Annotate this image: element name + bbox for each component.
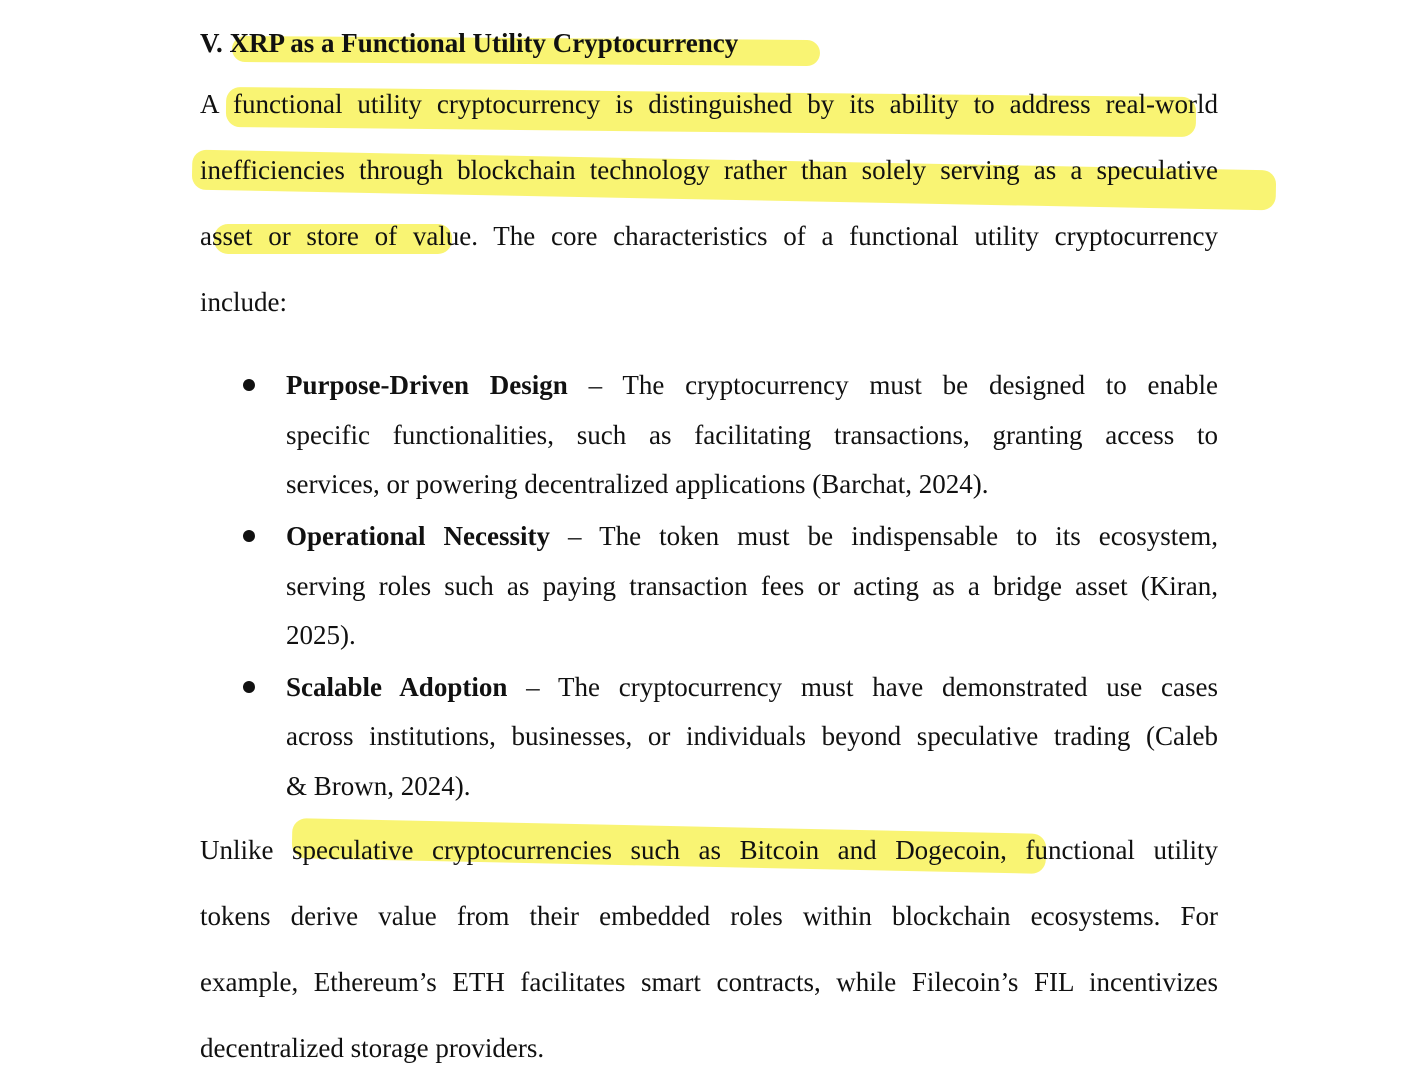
bullet-line: serving roles such as paying transaction fees or acting as a bridge asset (Kiran, xyxy=(286,571,1218,601)
bullet-text: – The token must be indispensable to its ecosystem, xyxy=(550,521,1219,551)
intro-line: A functional utility cryptocurrency is distinguished by its ability to address real-world xyxy=(200,89,1218,119)
bullet-line: specific functionalities, such as facilitating transactions, granting access to xyxy=(286,420,1218,450)
bullet-line xyxy=(286,367,1218,403)
intro-line: inefficiencies through blockchain technology rather than solely serving as a speculative xyxy=(200,155,1218,185)
bullet-icon xyxy=(243,379,255,391)
bullet-term: Operational Necessity xyxy=(286,521,550,551)
closing-line: Unlike speculative cryptocurrencies such as Bitcoin and Dogecoin, functional utility xyxy=(200,835,1218,865)
intro-line: asset or store of value. The core characteristics of a functional utility cryptocurrency xyxy=(200,221,1218,251)
closing-line: example, Ethereum’s ETH facilitates smart contracts, while Filecoin’s FIL incentivizes xyxy=(200,967,1218,997)
bullet-text: – The cryptocurrency must be designed to enable xyxy=(567,370,1218,400)
bullet-text: – The cryptocurrency must have demonstrated use cases xyxy=(507,672,1218,702)
closing-line: tokens derive value from their embedded roles within blockchain ecosystems. For xyxy=(200,901,1218,931)
section-heading: V. XRP as a Functional Utility Cryptocurrency xyxy=(200,28,739,58)
bullet-icon xyxy=(243,681,255,693)
intro-line: include: xyxy=(200,287,287,317)
bullet-line: services, or powering decentralized applications (Barchat, 2024). xyxy=(286,469,989,499)
closing-line: decentralized storage providers. xyxy=(200,1033,545,1063)
bullet-term: Scalable Adoption xyxy=(286,672,508,702)
bullet-line: across institutions, businesses, or individuals beyond speculative trading (Caleb xyxy=(286,721,1218,751)
bullet-term: Purpose-Driven Design xyxy=(286,370,568,400)
bullet-line: & Brown, 2024). xyxy=(286,771,471,801)
bullet-line xyxy=(286,669,1218,705)
bullet-line xyxy=(286,518,1218,554)
bullet-icon xyxy=(243,530,255,542)
bullet-line: 2025). xyxy=(286,620,356,650)
